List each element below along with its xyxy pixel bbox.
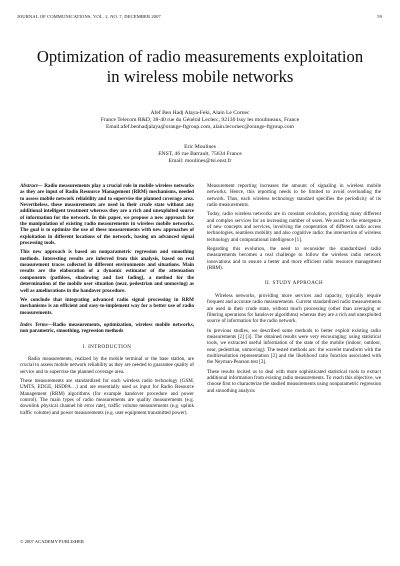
left-column <box>20 183 194 419</box>
index-terms-text: —Radio measurements, optimization, wireless mobile networks, non parametric, smoothing, regression methods <box>20 321 195 335</box>
section-heading: II. STUDY APPROACH <box>264 280 324 287</box>
body-paragraph: These results incited us to deal with more sophisticated statistical tools to extract additional information from existing radio measurements. To reach this objective, we choose first to characterize the studied measurements using nonparametric regression and smoothing analysis <box>207 368 381 394</box>
body-paragraph: Radio measurements, realized by the mobile terminal or the base station, are crucial to assess mobile network reliability as they are needed to guarantee quality of service and to supervise the planned coverage area. <box>20 355 194 375</box>
index-terms <box>20 322 194 335</box>
title-line: in wireless mobile networks <box>106 67 294 86</box>
copyright-footer: © 2007 ACADEMY PUBLISHER <box>20 539 84 544</box>
page-number: 59 <box>377 14 382 19</box>
author-block-2 <box>20 144 380 166</box>
author-names: Afef Ben Hadj Alaya-Feki, Alain Le Cornec <box>150 110 250 116</box>
body-paragraph: Today, radio wireless networks are in constant evolution, providing many different and complex services for an increasing number of users. We assist to the emergence of new concepts and services, involving the cooperation of different radio access technologies, seamless mobility and also cognitive radio: the intersection of wireless technology and computational intelligence [1]. <box>207 211 381 243</box>
body-paragraph: Measurement reporting increases the amount of signaling in wireless mobile networks. Hence, this reporting needs to be limited to avoid overloading the network. Thus, each wireless technology standard specifies the periodicity of its radio measurements. <box>207 183 381 209</box>
abstract <box>20 183 194 246</box>
index-terms-lead: Index Terms <box>20 321 48 328</box>
title-line: Optimization of radio measurements exploitation <box>36 47 364 66</box>
right-column <box>207 183 381 397</box>
running-header <box>17 14 382 24</box>
body-paragraph: In previous studies, we described some methods to better exploit existing radio measurements [2] [3]. The obtained results were very encouraging: using statistical tools, we extracted useful information of the state of the mobile (indoor, outdoor, near, pedestrian, unmoving). The tested methods are: the wavelet transform with the multiresolution representation [2] and the likelihood ratio function associated with the Neyman-Pearson test [3]. <box>207 327 381 366</box>
journal-name: JOURNAL OF COMMUNICATIONS, VOL. 2, NO. 7, DECEMBER 2007 <box>17 14 161 19</box>
abstract-paragraph: We conclude that integrating advanced radio signal processing in RRM mechanisms is an efficient and easy-to-implement way for a better use of radio measurements. <box>20 296 194 316</box>
abstract-paragraph: This new approach is based on nonparametric regression and smoothing methods. Interesting results are inferred from this analysis, based on real measurement traces collected in different environments and situations. Main results are the elaboration of a dynamic estimator of the attenuation components (pathloss, shadowing and fast fading), a method for the determination of the mobile user situation (near, pedestrian and unmoving) as well as ameliorations in the handover procedure. <box>20 249 194 294</box>
author-email: Email:afef.benhadjalaya@orange-ftgroup.com, alain.lecornec@orange-ftgroup.com <box>106 124 294 131</box>
author-block-1 <box>20 110 380 132</box>
abstract-lead: Abstract— <box>20 183 43 189</box>
body-paragraph: Regarding this evolution, the need to reconsider the standardized radio measurements becomes a real challenge to follow the wireless radio network innovations and to ensure a better and more efficient radio resource management (RRM). <box>207 246 381 272</box>
body-paragraph: These measurements are standardized for each wireless radio technology (GSM, UMTS, EDGE, HSDPA…) and are essentially used as input for Radio Resource Management (RRM) algorithms (for example handover procedure and power control). The main types of radio measurements are quality measurements (e.g. downlink physical channel bit error rate), traffic volume measurements (e.g. uplink traffic volume) and power measurements (e.g. user equipment transmitted power). <box>20 377 194 416</box>
body-paragraph: Wireless networks, providing more services and capacity, typically require frequent and accurate radio measurements. Current standardized radio measurements are used in their crude state, without much processing (other than averaging or filtering operations for handover algorithms) whereas they are a rich and unexploited source of information for the radio network. <box>207 292 381 325</box>
paper-title <box>20 47 380 87</box>
author-affiliation: France Telecom R&D, 38-40 rue du Général Leclerc, 92130 Issy les moulineaux, France <box>100 117 300 124</box>
section-heading: I. INTRODUCTION <box>82 343 132 350</box>
author-email: Email: moulines@tsi.enst.fr <box>168 158 232 165</box>
abstract-text: Radio measurements play a crucial role in mobile wireless networks as they are input of Radio Resource Management (RRM) mechanisms, needed to assess mobile network reliability and to supervise the planned coverage area. Nevertheless, these measurements are used in their crude state without any additional intelligent treatment whereas they are a rich and unexploited source of information for the network. In this paper, we propose a new approach for the manipulation of existing radio measurements in wireless mobile networks. The goal is to optimize the use of these measurements with new approaches of exploitation in different locations of the network, basing on advanced signal processing tools. <box>20 183 194 247</box>
author-affiliation: ENST, 46 rue Barrault, 75634 France <box>158 151 242 158</box>
author-names: Eric Moulines <box>184 144 216 150</box>
